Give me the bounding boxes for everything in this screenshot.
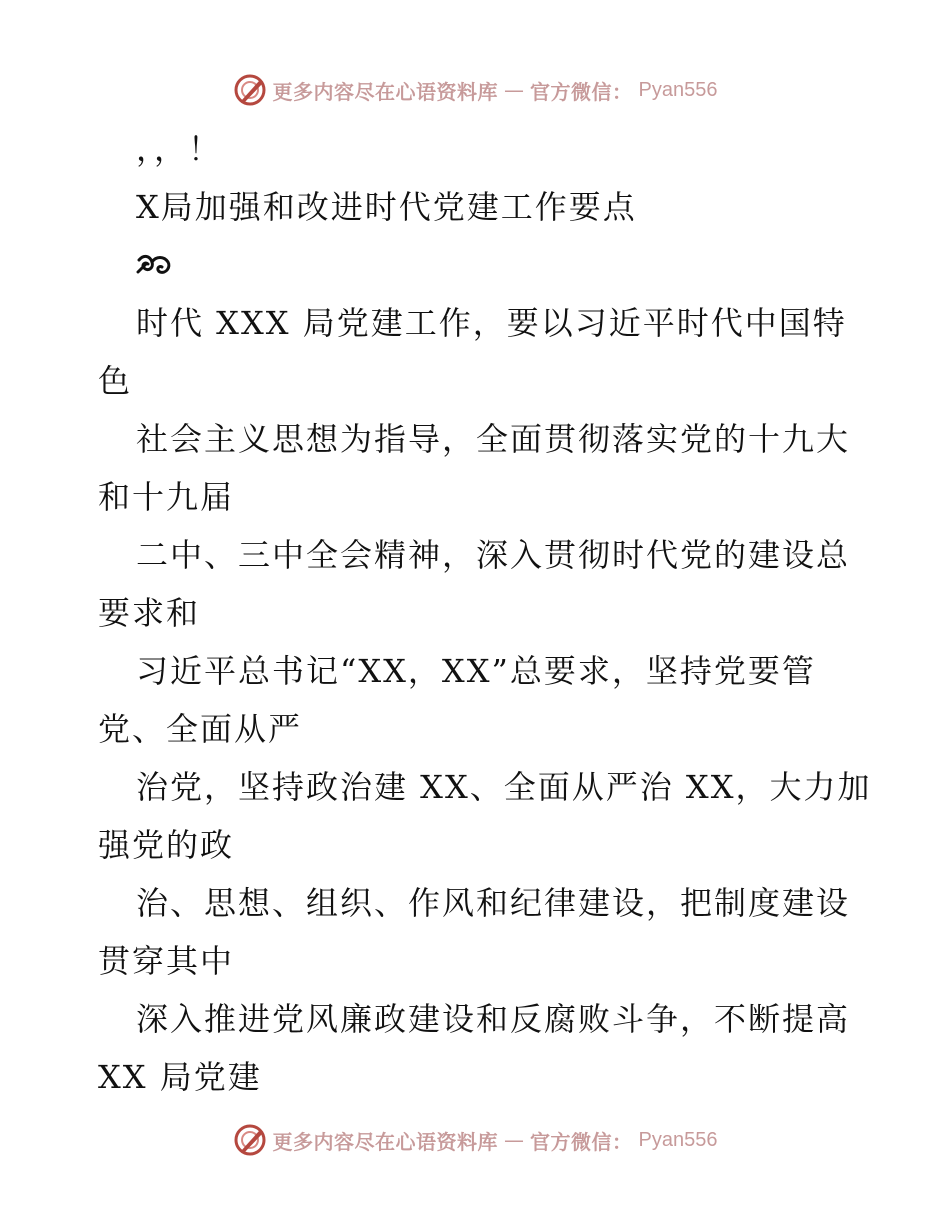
document-line: 习近平总书记“XX，XX”总要求，坚持党要管 (136, 652, 816, 690)
pen-logo-icon (233, 1123, 267, 1157)
watermark-separator: — (504, 78, 525, 102)
document-line: 二中、三中全会精神，深入贯彻时代党的建设总 (136, 536, 851, 574)
document-line: 治、思想、组织、作风和纪律建设，把制度建设 (136, 884, 851, 922)
header-watermark (0, 70, 950, 110)
watermark-separator: — (504, 1128, 525, 1152)
ornament-row (98, 236, 858, 294)
footer-watermark (0, 1120, 950, 1160)
document-line: 和十九届 (98, 478, 235, 516)
watermark-site-text: 更多内容尽在心语资料库 (272, 1129, 499, 1154)
ornament-flourish-icon (136, 252, 172, 278)
document-line: 强党的政 (98, 826, 235, 864)
document-paragraph (98, 294, 872, 1106)
document-line: 治党，坚持政治建 XX、全面从严治 XX，大力加 (136, 768, 872, 806)
watermark-wechat-label: 官方微信： (530, 79, 633, 104)
document-line: 时代 XXX 局党建工作，要以习近平时代中国特 (136, 304, 847, 342)
pen-logo-icon (233, 73, 267, 107)
watermark-wechat-id: Pyan556 (638, 78, 718, 101)
punctuation-line: ，，！ (136, 130, 223, 168)
watermark-wechat-id: Pyan556 (638, 1128, 718, 1151)
watermark-wechat-label: 官方微信： (530, 1129, 633, 1154)
document-line: 党、全面从严 (98, 710, 303, 748)
document-line: 要求和 (98, 594, 201, 632)
document-line: 深入推进党风廉政建设和反腐败斗争，不断提高 (136, 1000, 851, 1038)
document-line: XX 局党建 (98, 1058, 262, 1096)
document-title: X局加强和改进时代党建工作要点 (136, 188, 637, 226)
document-line: 贯穿其中 (98, 942, 235, 980)
document-body (98, 120, 872, 1106)
watermark-site-text: 更多内容尽在心语资料库 (272, 79, 499, 104)
document-line: 色 (98, 362, 133, 400)
document-line: 社会主义思想为指导，全面贯彻落实党的十九大 (136, 420, 851, 458)
